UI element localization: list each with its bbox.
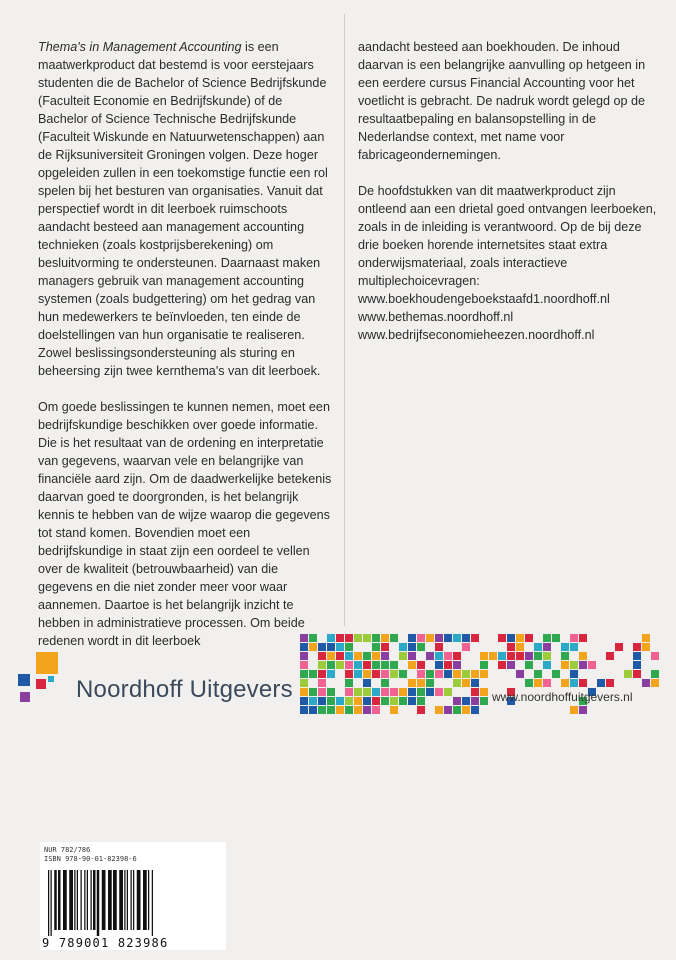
mosaic-tile [354,652,362,660]
mosaic-tile [633,661,641,669]
mosaic-tile [462,706,470,714]
mosaic-tile [300,634,308,642]
url-boekhouden[interactable]: www.boekhoudengeboekstaafd1.noordhoff.nl [358,292,610,306]
mosaic-tile [363,706,371,714]
mosaic-tile [381,670,389,678]
mosaic-tile [372,706,380,714]
barcode-bar [152,870,153,936]
left-text-column [38,38,334,650]
mosaic-tile [525,661,533,669]
mosaic-tile [453,697,461,705]
barcode-bar [63,870,67,930]
mosaic-tile [408,688,416,696]
mosaic-tile [426,634,434,642]
publisher-logo-icon [0,648,70,718]
mosaic-tile [327,670,335,678]
mosaic-tile [345,679,353,687]
mosaic-tile [354,661,362,669]
barcode-bar [93,870,96,930]
mosaic-tile [426,679,434,687]
barcode-bar [58,870,61,930]
mosaic-tile [453,679,461,687]
barcode-bar [54,870,57,930]
mosaic-tile [309,688,317,696]
mosaic-tile [633,643,641,651]
mosaic-tile [345,643,353,651]
mosaic-tile [480,688,488,696]
mosaic-tile [570,670,578,678]
mosaic-tile [318,643,326,651]
mosaic-tile [597,679,605,687]
mosaic-tile [570,679,578,687]
mosaic-tile [381,643,389,651]
mosaic-tile [435,688,443,696]
mosaic-tile [345,652,353,660]
mosaic-tile [570,706,578,714]
mosaic-tile [345,697,353,705]
mosaic-tile [426,652,434,660]
mosaic-tile [363,652,371,660]
mosaic-tile [498,634,506,642]
mosaic-tile [651,652,659,660]
mosaic-tile [399,643,407,651]
barcode-bar [97,870,100,936]
mosaic-tile [588,661,596,669]
mosaic-tile [516,634,524,642]
mosaic-tile [444,652,452,660]
mosaic-tile [300,688,308,696]
mosaic-tile [642,679,650,687]
right-paragraph-2 [358,182,660,344]
mosaic-tile [363,670,371,678]
mosaic-tile [525,634,533,642]
mosaic-tile [534,679,542,687]
barcode-number: 9 789001 823986 [42,936,169,950]
mosaic-tile [480,661,488,669]
mosaic-tile [300,643,308,651]
left-paragraph-1-text: is een maatwerkproduct dat bestemd is voor eerstejaars studenten die de Bachelor of Science Bedrijfskunde (Faculteit Economie en Bedrijfskunde) of de Bachelor of Science Technische Bedrijfskunde (Faculteit Wiskunde en Natuurwetenschappen) aan de Rijksuniversiteit Groningen volgen. Deze hoger opgeleiden zullen in een toekomstige functie een rol spelen bij het besturen van organisaties. Vanuit dat perspectief wordt in dit leerboek ruimschoots aandacht besteed aan management accounting technieken (zoals kostprijsberekening) om besluitvorming te ondersteunen. Daarnaast maken managers gebruik van management accounting systemen (zoals budgettering) om het gedrag van hun medewerkers te beïnvloeden, ten einde de doelstellingen van hun organisatie te realiseren. Zowel beslissingsondersteuning als sturing en beheersing zijn twee kernthema's van dit leerboek. [38,40,328,378]
book-title-inline: Thema's in Management Accounting [38,40,242,54]
barcode-bar [81,870,82,930]
mosaic-tile [381,697,389,705]
mosaic-tile [480,652,488,660]
mosaic-tile [543,652,551,660]
mosaic-tile [372,652,380,660]
mosaic-tile [543,643,551,651]
mosaic-tile [381,661,389,669]
mosaic-tile [444,661,452,669]
mosaic-tile [435,634,443,642]
barcode-bar [148,870,149,930]
mosaic-tile [642,643,650,651]
mosaic-tile [372,634,380,642]
mosaic-tile [390,634,398,642]
mosaic-tile [435,706,443,714]
barcode-bar [143,870,147,930]
mosaic-tile [327,697,335,705]
mosaic-tile [489,652,497,660]
mosaic-tile [327,706,335,714]
mosaic-tile [390,697,398,705]
mosaic-tile [471,634,479,642]
mosaic-tile [408,661,416,669]
mosaic-tile [381,688,389,696]
barcode-bar [131,870,132,930]
barcode-bar [137,870,141,930]
mosaic-tile [462,679,470,687]
mosaic-tile [417,706,425,714]
mosaic-tile [579,661,587,669]
barcode-bar [91,870,92,930]
mosaic-tile [507,634,515,642]
publisher-website[interactable]: www.noordhoffuitgevers.nl [492,690,633,704]
mosaic-tile [327,643,335,651]
mosaic-tile [381,634,389,642]
mosaic-tile [480,697,488,705]
mosaic-tile [516,643,524,651]
mosaic-tile [435,670,443,678]
mosaic-tile [390,661,398,669]
mosaic-tile [336,661,344,669]
mosaic-tile [318,652,326,660]
mosaic-tile [327,652,335,660]
mosaic-tile [345,634,353,642]
mosaic-tile [444,688,452,696]
mosaic-tile [363,661,371,669]
mosaic-tile [561,652,569,660]
mosaic-tile [579,652,587,660]
mosaic-tile [363,634,371,642]
mosaic-tile [579,679,587,687]
barcode-bar [102,870,106,930]
mosaic-tile [417,697,425,705]
mosaic-tile [363,697,371,705]
nur-code: NUR 782/786 [44,846,91,854]
mosaic-tile [471,679,479,687]
mosaic-tile [561,661,569,669]
mosaic-tile [579,634,587,642]
mosaic-tile [381,679,389,687]
mosaic-tile [381,652,389,660]
mosaic-tile [390,706,398,714]
mosaic-tile [525,679,533,687]
mosaic-tile [354,634,362,642]
mosaic-tile [309,697,317,705]
mosaic-tile [498,652,506,660]
mosaic-tile [345,706,353,714]
mosaic-tile [408,634,416,642]
barcode-bar [87,870,88,930]
mosaic-tile [480,670,488,678]
mosaic-tile [363,679,371,687]
mosaic-tile [561,679,569,687]
mosaic-tile [399,652,407,660]
mosaic-tile [399,697,407,705]
barcode-bar [77,870,78,930]
mosaic-tile [336,706,344,714]
mosaic-tile [561,643,569,651]
mosaic-tile [444,706,452,714]
mosaic-tile [435,643,443,651]
mosaic-tile [642,634,650,642]
mosaic-tile [309,670,317,678]
mosaic-tile [372,670,380,678]
mosaic-tile [417,679,425,687]
mosaic-tile [408,679,416,687]
mosaic-tile [345,688,353,696]
mosaic-tile [300,697,308,705]
mosaic-tile [318,697,326,705]
barcode-bar [51,870,52,936]
mosaic-tile [543,679,551,687]
mosaic-tile [417,634,425,642]
mosaic-tile [462,634,470,642]
mosaic-tile [417,688,425,696]
barcode-bar [119,870,123,930]
mosaic-tile [318,679,326,687]
mosaic-tile [444,634,452,642]
mosaic-tile [570,661,578,669]
mosaic-tile [507,652,515,660]
mosaic-tile [579,706,587,714]
barcode-icon [42,868,224,938]
mosaic-tile [309,643,317,651]
right-paragraph-1: aandacht besteed aan boekhouden. De inhoud daarvan is een belangrijke aanvulling op hetgeen in een eerdere cursus Financial Accounting voor het voetlicht is gebracht. De nadruk wordt gelegd op de resultaatbepaling en balansopstelling in de Nederlandse context, met name voor fabricageondernemingen. [358,40,646,162]
left-paragraph-2: Om goede beslissingen te kunnen nemen, moet een bedrijfskundige beschikken over goede informatie. Die is het resultaat van de ordening en interpretatie van gegevens, waarvan vele en belangrijke van financiële aard zijn. Om de daadwerkelijke betekenis daarvan goed te doorgronden, is het belangrijk kennis te hebben van de wijze waarop die gegevens tot stand komen. Bovendien moet een bedrijfskundige in staat zijn een oordeel te vellen over de kwaliteit (betrouwbaarheid) van die gegevens en die niet zonder meer voor waar aannemen. Daartoe is het belangrijk inzicht te hebben in administratieve processen. Om beide redenen wordt in dit leerboek [38,400,332,648]
barcode-bar [84,870,85,930]
mosaic-tile [417,670,425,678]
mosaic-tile [633,652,641,660]
mosaic-tile [516,652,524,660]
mosaic-tile [309,634,317,642]
mosaic-tile [318,688,326,696]
mosaic-tile [453,706,461,714]
mosaic-tile [390,670,398,678]
mosaic-tile [336,652,344,660]
mosaic-tile [453,652,461,660]
mosaic-tile [471,706,479,714]
mosaic-tile [606,679,614,687]
barcode-bar [113,870,117,930]
mosaic-tile [444,670,452,678]
mosaic-tile [300,679,308,687]
mosaic-tile [453,670,461,678]
mosaic-tile [336,697,344,705]
right-text-column [358,38,660,344]
barcode-bar [133,870,134,930]
mosaic-tile [624,670,632,678]
mosaic-tile [606,652,614,660]
mosaic-tile [570,643,578,651]
mosaic-tile [543,661,551,669]
mosaic-tile [534,670,542,678]
mosaic-tile [309,706,317,714]
publisher-name: Noordhoff Uitgevers [76,676,293,703]
mosaic-tile [327,688,335,696]
mosaic-tile [651,670,659,678]
mosaic-tile [417,661,425,669]
barcode-bar [69,870,73,930]
mosaic-tile [462,670,470,678]
mosaic-tile [372,688,380,696]
mosaic-tile [300,670,308,678]
barcode-bar [48,870,49,936]
mosaic-tile [327,634,335,642]
right-paragraph-2-text: De hoofdstukken van dit maatwerkproduct zijn ontleend aan een drietal goed ontvangen leerboeken, zoals in de inleiding is verantwoord. Op de bij deze drie boeken horende internetsites staat extra onderwijsmateriaal, zoals interactieve multiplechoicevragen: [358,184,657,288]
mosaic-tile [345,670,353,678]
mosaic-tile [300,706,308,714]
mosaic-tile [354,688,362,696]
mosaic-tile [408,643,416,651]
mosaic-tile [399,688,407,696]
left-paragraph-1 [38,38,334,380]
mosaic-tile [327,661,335,669]
mosaic-tile [534,652,542,660]
mosaic-tile [390,688,398,696]
mosaic-tile [408,697,416,705]
mosaic-tile [615,643,623,651]
mosaic-tile [552,634,560,642]
mosaic-tile [336,634,344,642]
url-bedrijfseconomie[interactable]: www.bedrijfseconomieheezen.noordhoff.nl [358,328,595,342]
mosaic-tile [336,643,344,651]
mosaic-tile [507,643,515,651]
mosaic-tile [435,661,443,669]
mosaic-tile [507,661,515,669]
mosaic-tile [516,670,524,678]
mosaic-tile [462,643,470,651]
url-bethemas[interactable]: www.bethemas.noordhoff.nl [358,310,514,324]
mosaic-tile [417,643,425,651]
mosaic-tile [435,652,443,660]
mosaic-tile [633,670,641,678]
mosaic-tile [525,652,533,660]
mosaic-tile [372,661,380,669]
barcode-bar [74,870,75,930]
barcode-bar [124,870,125,930]
mosaic-tile [372,697,380,705]
mosaic-tile [318,661,326,669]
mosaic-tile [354,670,362,678]
mosaic-tile [408,652,416,660]
barcode-label [40,842,226,950]
mosaic-tile [471,688,479,696]
mosaic-tile [300,661,308,669]
mosaic-tile [552,670,560,678]
mosaic-tile [345,661,353,669]
mosaic-tile [543,634,551,642]
mosaic-tile [318,670,326,678]
isbn-code: ISBN 978-90-01-82398-6 [44,855,137,863]
mosaic-tile [453,661,461,669]
mosaic-tile [498,661,506,669]
mosaic-tile [372,643,380,651]
mosaic-tile [354,706,362,714]
column-divider [344,14,345,626]
mosaic-tile [318,706,326,714]
mosaic-tile [426,688,434,696]
mosaic-tile [453,634,461,642]
mosaic-tile [534,643,542,651]
mosaic-tile [471,697,479,705]
barcode-bar [108,870,112,930]
mosaic-tile [471,670,479,678]
mosaic-tile [462,697,470,705]
mosaic-tile [399,670,407,678]
mosaic-tile [570,634,578,642]
mosaic-tile [363,688,371,696]
mosaic-tile [300,652,308,660]
mosaic-tile [354,697,362,705]
mosaic-tile [651,679,659,687]
barcode-bar [127,870,128,930]
mosaic-tile [426,670,434,678]
